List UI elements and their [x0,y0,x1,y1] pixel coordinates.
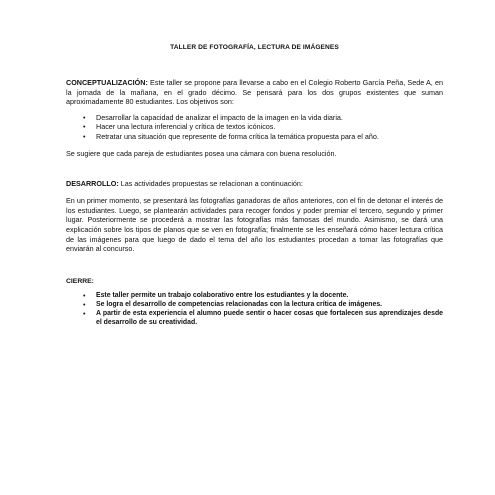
list-item [66,309,443,327]
cierre-label: CIERRE: [66,277,94,285]
camera-note: Se sugiere que cada pareja de estudiantes posea una cámara con buena resolución. [66,149,337,158]
conceptualizacion-paragraph [66,78,443,107]
cierre-list [66,291,443,328]
conceptualizacion-text: Este taller se propone para llevarse a cabo en el Colegio Roberto García Peña, Sede A, en la jornada de la mañana, en el grado décimo. Se pensará para los dos grupos existentes que suman aproximadamente 80 estudiantes. Los objetivos son: [66,78,443,107]
bullet-icon: • [83,299,86,309]
section-conceptualizacion [66,78,443,159]
desarrollo-label: DESARROLLO: [66,178,119,188]
conceptualizacion-label: CONCEPTUALIZACIÓN: [66,78,148,87]
list-item [66,291,443,300]
bullet-icon: • [83,309,86,319]
bullet-icon: • [83,131,86,141]
bullet-icon: • [83,122,86,132]
list-item [66,122,443,131]
desarrollo-intro [66,179,443,189]
objetivo-text: Retratar una situación que represente de forma crítica la temática propuesta para el año. [96,131,379,141]
section-cierre [66,278,443,328]
cierre-text: A partir de esta experiencia el alumno puede sentir o hacer cosas que fortalecen sus aprendizajes desde el desarrollo de su creatividad. [96,310,443,327]
cierre-text: Este taller permite un trabajo colaborativo entre los estudiantes y la docente. [96,291,349,299]
objetivos-list [66,113,443,141]
desarrollo-intro-text: Las actividades propuestas se relacionan a continuación: [118,178,303,188]
desarrollo-paragraph: En un primer momento, se presentará las fotografías ganadoras de años anteriores, con el fin de detonar el interés de los estudiantes. Luego, se plantearán actividades para recoger fondos y poder premiar el tercero, segundo y primer lugar. Posteriormente se procederá a mostrar las fotografías más famosas del mundo. Asimismo, se dará una explicación sobre los tipos de planos que se ven en fotografía; finalmente se les enseñará cómo hacer lectura crítica de las imágenes para que luego de dado el tema del año los estudiantes procedan a tomar las fotografías que enviarán al concurso. [66,196,443,254]
objetivo-text: Desarrollar la capacidad de analizar el impacto de la imagen en la vida diaria. [96,112,343,122]
list-item [66,132,443,141]
section-desarrollo [66,179,443,254]
document-title: TALLER DE FOTOGRAFÍA, LECTURA DE IMÁGENES [170,44,339,51]
objetivo-text: Hacer una lectura inferencial y crítica de textos icónicos. [96,122,276,132]
cierre-text: Se logra el desarrollo de competencias relacionadas con la lectura crítica de imágenes. [96,300,383,308]
list-item [66,300,443,309]
bullet-icon: • [83,112,86,122]
list-item [66,113,443,122]
bullet-icon: • [83,290,86,300]
